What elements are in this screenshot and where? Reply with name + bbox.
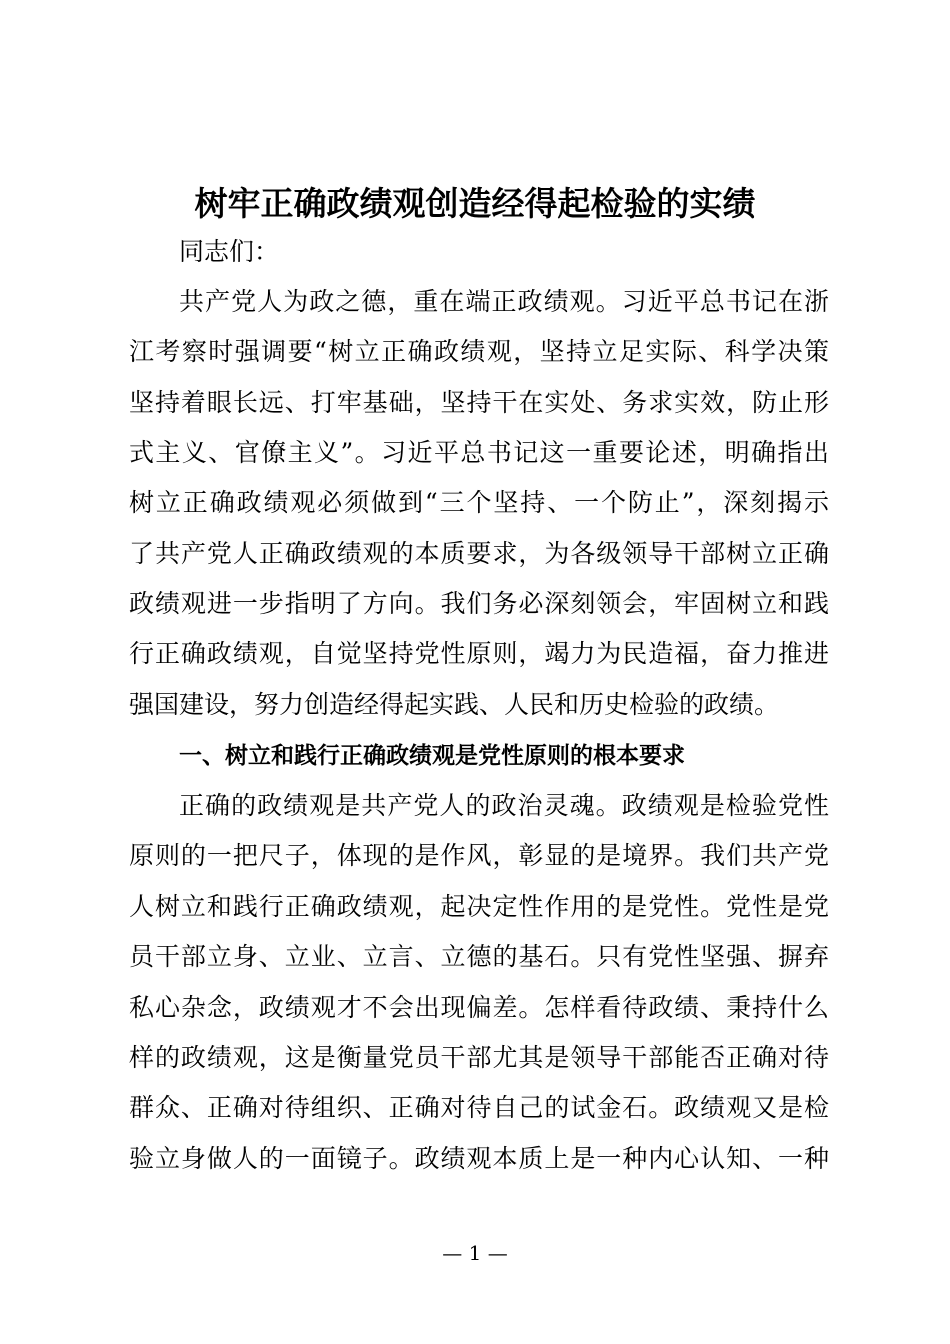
paragraph-line: 行正确政绩观，自觉坚持党性原则，竭力为民造福，奋力推进 — [129, 639, 829, 668]
paragraph-line: 强国建设，努力创造经得起实践、人民和历史检验的政绩。 — [129, 690, 780, 719]
paragraph-line: 验立身做人的一面镜子。政绩观本质上是一种内心认知、一种 — [129, 1144, 829, 1173]
paragraph-line: 正确的政绩观是共产党人的政治灵魂。政绩观是检验党性 — [179, 791, 829, 820]
paragraph-line: 群众、正确对待组织、正确对待自己的试金石。政绩观又是检 — [129, 1093, 829, 1122]
paragraph-line: 员干部立身、立业、立言、立德的基石。只有党性坚强、摒弃 — [129, 942, 829, 971]
paragraph-line: 人树立和践行正确政绩观，起决定性作用的是党性。党性是党 — [129, 892, 829, 921]
paragraph-line: 树立正确政绩观必须做到“三个坚持、一个防止”，深刻揭示 — [129, 488, 829, 517]
paragraph-line: 坚持着眼长远、打牢基础，坚持干在实处、务求实效，防止形 — [129, 388, 829, 417]
page-number: — 1 — — [442, 1241, 508, 1265]
paragraph-line: 共产党人为政之德，重在端正政绩观。习近平总书记在浙 — [179, 287, 829, 316]
salutation: 同志们： — [179, 237, 280, 266]
document-title: 树牢正确政绩观创造经得起检验的实绩 — [194, 184, 756, 223]
section-heading: 一、树立和践行正确政绩观是党性原则的根本要求 — [179, 743, 685, 769]
paragraph-line: 江考察时强调要“树立正确政绩观，坚持立足实际、科学决策 — [129, 337, 829, 366]
paragraph-line: 原则的一把尺子，体现的是作风，彰显的是境界。我们共产党 — [129, 841, 829, 870]
paragraph-line: 样的政绩观，这是衡量党员干部尤其是领导干部能否正确对待 — [129, 1043, 829, 1072]
paragraph-line: 私心杂念，政绩观才不会出现偏差。怎样看待政绩、秉持什么 — [129, 993, 829, 1022]
paragraph-line: 式主义、官僚主义”。习近平总书记这一重要论述，明确指出 — [129, 438, 829, 467]
paragraph-line: 政绩观进一步指明了方向。我们务必深刻领会，牢固树立和践 — [129, 589, 829, 618]
paragraph-line: 了共产党人正确政绩观的本质要求，为各级领导干部树立正确 — [129, 539, 829, 568]
